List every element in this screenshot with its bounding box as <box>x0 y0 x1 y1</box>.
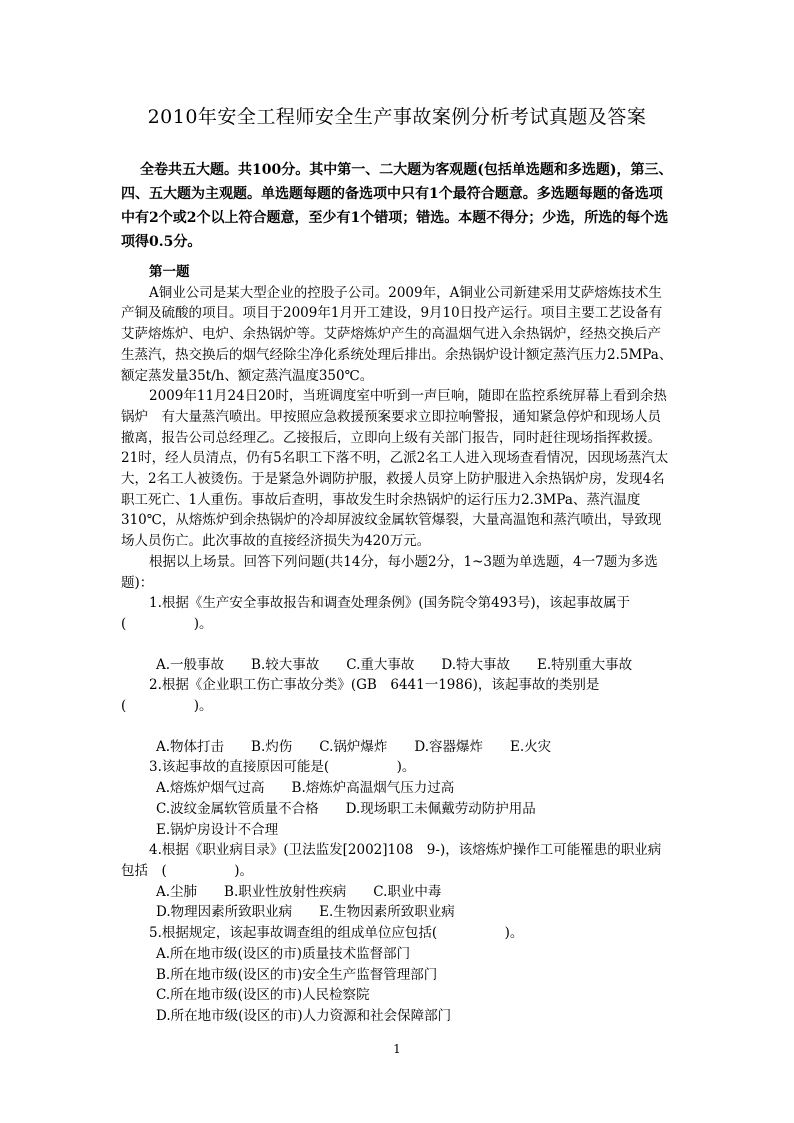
question-4-option-abc: A.尘肺 B.职业性放射性疾病 C.职业中毒 <box>156 883 442 900</box>
question-2-options: A.物体打击 B.灼伤 C.锅炉爆炸 D.容器爆炸 E.火灾 <box>156 738 552 755</box>
question-5: 5.根据规定，该起事故调查组的组成单位应包括( )。 <box>149 925 524 942</box>
question-1: 1.根据《生产安全事故报告和调查处理条例》(国务院令第493号)，该起事故属于( )。 <box>121 595 631 632</box>
page-number: 1 <box>393 1042 401 1056</box>
scenario-paragraph-1: A铜业公司是某大型企业的控股子公司。2009年，A铜业公司新建采用艾萨熔炼技术生产铜及硫酸的项目。项目于2009年1月开工建设，9月10日投产运行。项目主要工艺设备有艾萨熔炼炉、电炉、余热锅炉等。艾萨熔炼炉产生的高温烟气进入余热锅炉，经热交换后产生蒸汽，热交换后的烟气经除尘净化系统处理后排出。余热锅炉设计额定蒸汽压力2.5MPa、额定蒸发量35t/h、额定蒸汽温度350℃。 <box>121 284 673 384</box>
question-3: 3.该起事故的直接原因可能是( )。 <box>149 759 416 776</box>
section-heading: 第一题 <box>149 264 190 280</box>
question-3-option-cd: C.波纹金属软管质量不合格 D.现场职工未佩戴劳动防护用品 <box>156 800 536 817</box>
question-2: 2.根据《企业职工伤亡事故分类》(GB 6441一1986)，该起事故的类别是( )。 <box>121 677 600 715</box>
question-1-options: A.一般事故 B.较大事故 C.重大事故 D.特大事故 E.特别重大事故 <box>156 656 633 673</box>
question-5-option-c: C.所在地市级(设区的市)人民检察院 <box>156 987 370 1004</box>
question-3-option-ab: A.熔炼炉烟气过高 B.熔炼炉高温烟气压力过高 <box>156 780 455 797</box>
question-5-option-b: B.所在地市级(设区的市)安全生产监督管理部门 <box>156 966 438 983</box>
answer-gap <box>121 635 673 655</box>
page-title: 2010年安全工程师安全生产事故案例分析考试真题及答案 <box>147 106 647 128</box>
question-3-option-e: E.锅炉房设计不合理 <box>156 821 279 838</box>
scenario-paragraph-2: 2009年11月24日20时，当班调度室中听到一声巨响，随即在监控系统屏幕上看到余热锅炉 有大量蒸汽喷出。甲按照应急救援预案要求立即拉响警报，通知紧急停炉和现场人员撤离，报告公司总经理乙。乙接报后，立即向上级有关部门报告，同时赶往现场指挥救援。21时，经人员清点，仍有5名职工下落不明，乙派2名工人进入现场查看情况，因现场蒸汽太大，2名工人被烫伤。于是紧急外调防护服，救援人员穿上防护服进入余热锅炉房，发现4名职工死亡、1人重伤。事故后查明，事故发生时余热锅炉的运行压力2.3MPa、蒸汽温度310℃，从熔炼炉到余热锅炉的冷却屏波纹金属软管爆裂，大量高温饱和蒸汽喷出，导致现场人员伤亡。此次事故的直接经济损失为420万元。 <box>121 388 669 550</box>
question-4: 4.根据《职业病目录》(卫法监发[2002]108 9-)，该熔炼炉操作工可能罹患的职业病包括 ( )。 <box>121 842 662 879</box>
question-5-option-a: A.所在地市级(设区的市)质量技术监督部门 <box>156 945 411 962</box>
answer-gap <box>121 717 673 737</box>
exam-instructions: 全卷共五大题。共100分。其中第一、二大题为客观题(包括单选题和多选题)，第三、四、五大题为主观题。单选题每题的备选项中只有1个最符合题意。多选题每题的备选项中有2个或2个以上符合题意，至少有1个错项；错选。本题不得分；少选，所选的每个选项得0.5分。 <box>121 162 673 250</box>
question-5-option-d: D.所在地市级(设区的市)人力资源和社会保障部门 <box>156 1007 452 1024</box>
section-1 <box>121 262 673 1027</box>
instruction-paragraph: 根据以上场景。回答下列问题(共14分，每小题2分，1~3题为单选题，4一7题为多选题)： <box>121 553 658 591</box>
question-4-option-de: D.物理因素所致职业病 E.生物因素所致职业病 <box>156 904 455 921</box>
